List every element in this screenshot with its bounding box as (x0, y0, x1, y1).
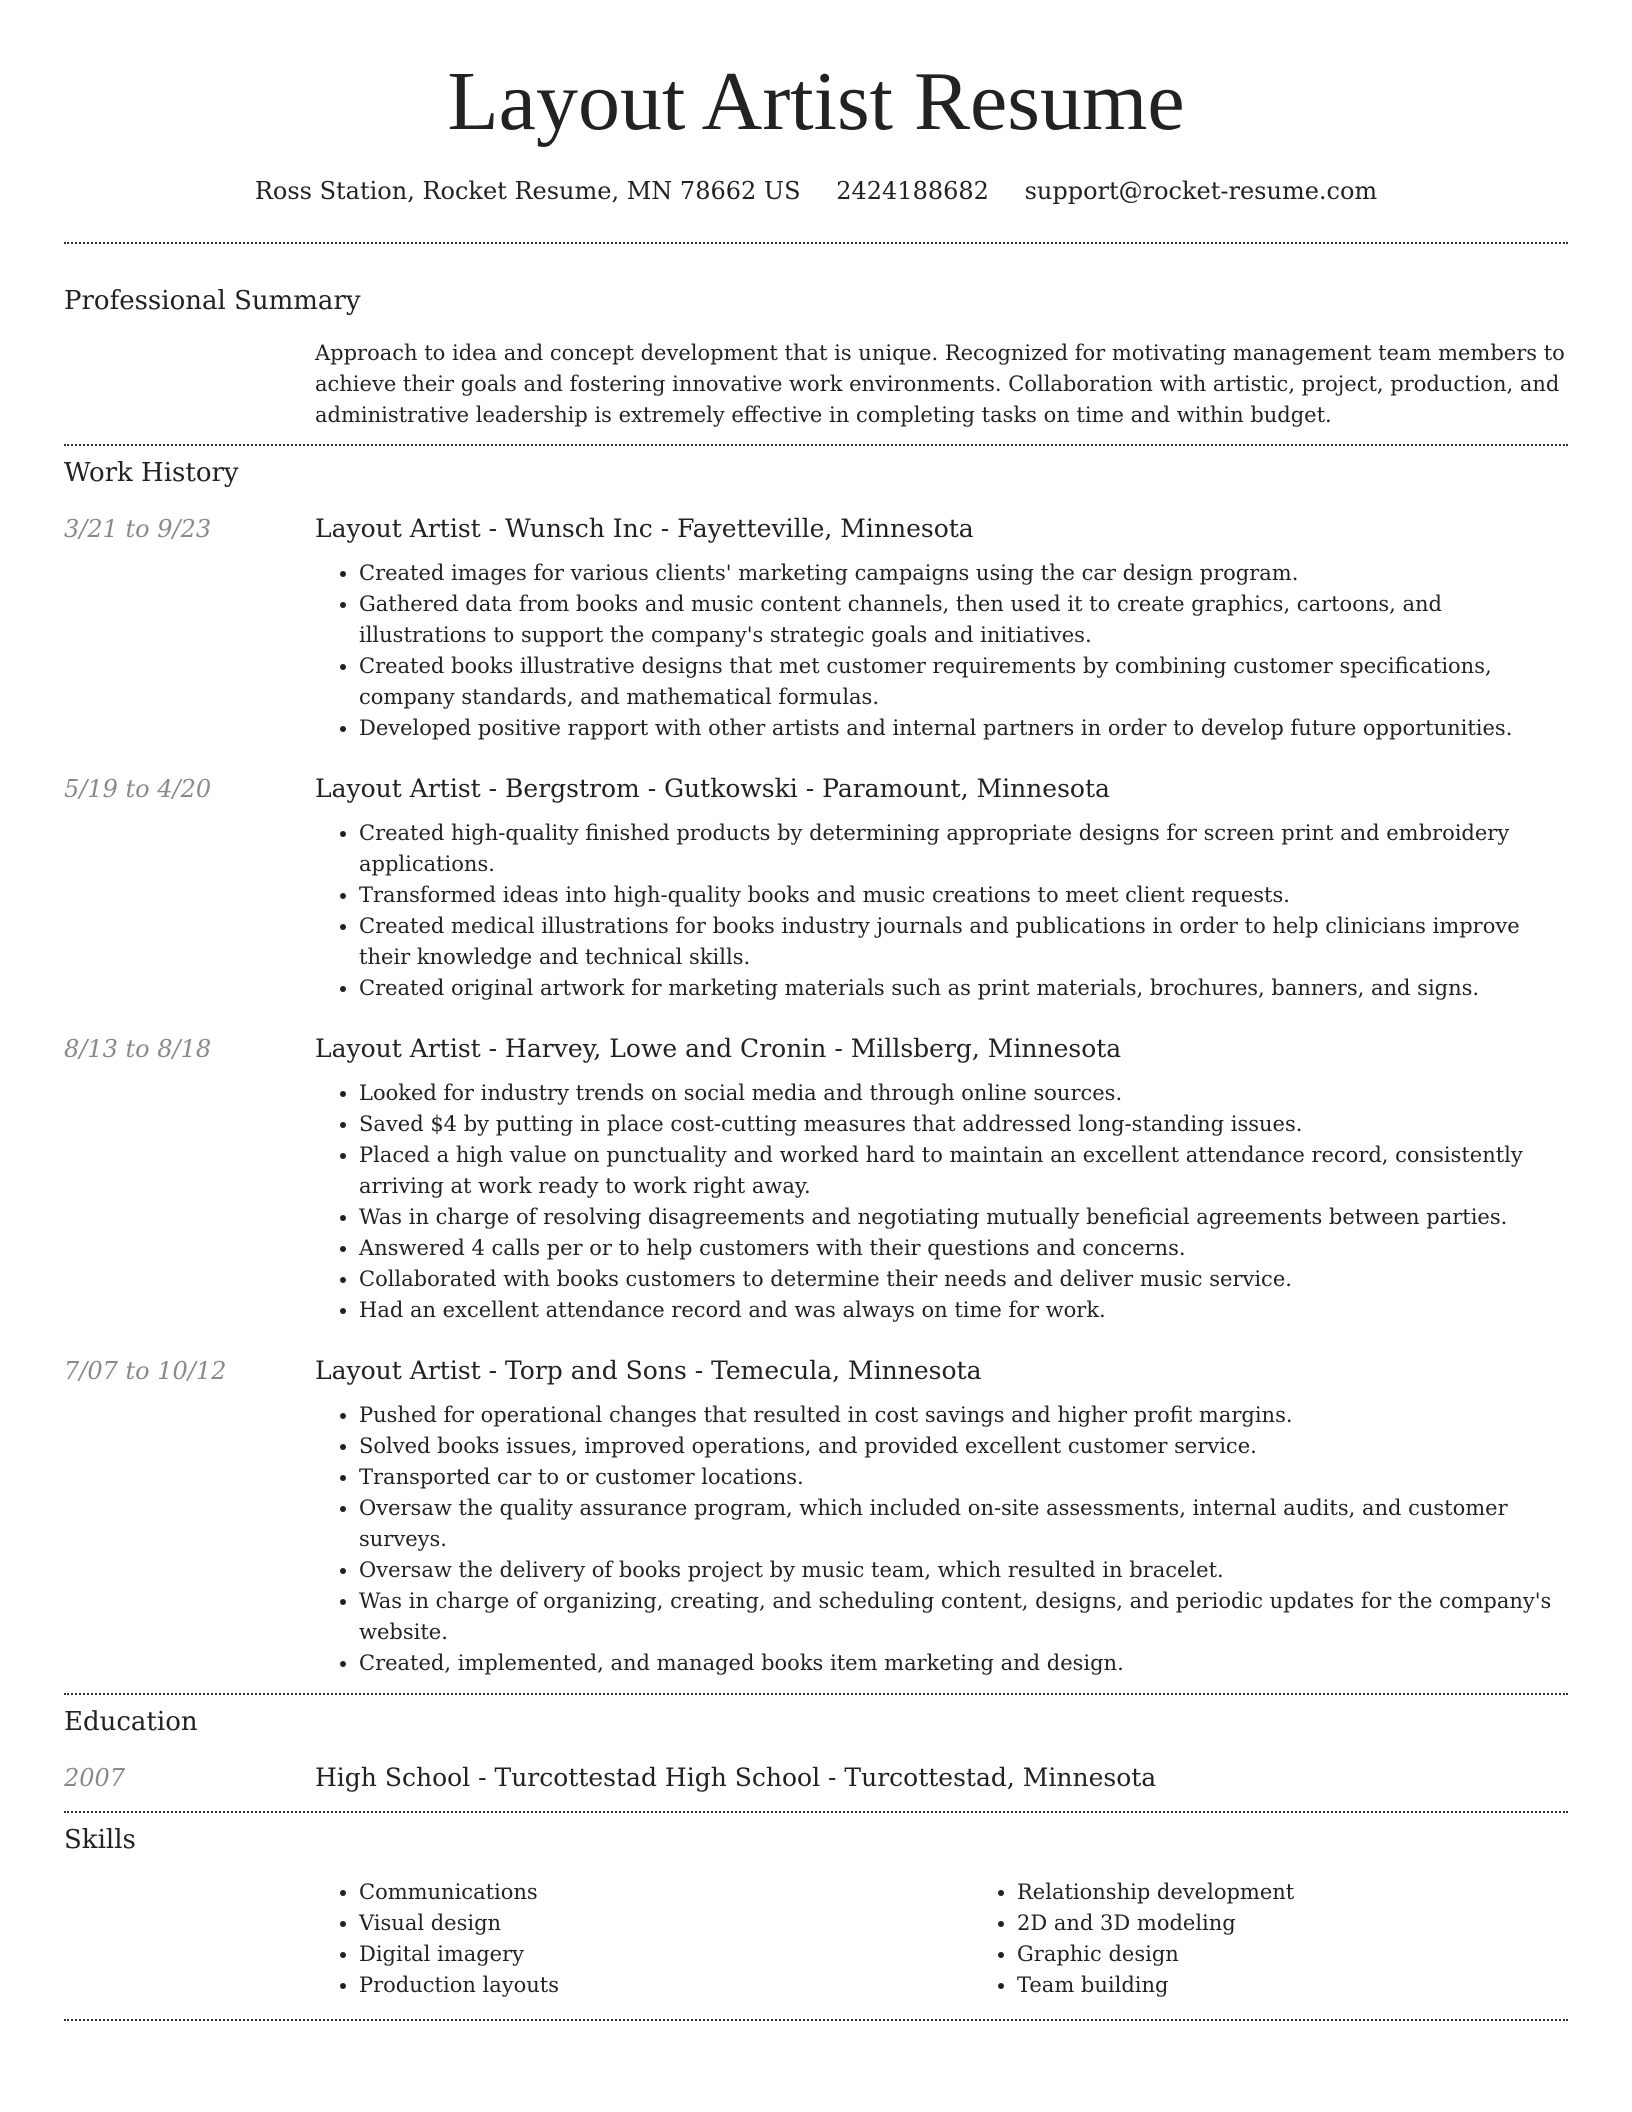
contact-address: Ross Station, Rocket Resume, MN 78662 US (254, 177, 801, 205)
job-dates: 7/07 to 10/12 (64, 1357, 227, 1385)
summary-row (64, 338, 1568, 431)
job-dates: 8/13 to 8/18 (64, 1035, 212, 1063)
job-bullet: • Developed positive rapport with other artists and internal partners in order to develop future opportunities. (359, 713, 1568, 744)
job-bullets (315, 1400, 1568, 1679)
contact-email: support@rocket-resume.com (1024, 177, 1378, 205)
job-bullet: • Saved $4 by putting in place cost-cutting measures that addressed long-standing issues. (359, 1109, 1568, 1140)
job-bullets (315, 818, 1568, 1004)
skill-item: • 2D and 3D modeling (1017, 1908, 1631, 1939)
job-bullet: • Created images for various clients' marketing campaigns using the car design program. (359, 558, 1568, 589)
job-entry (64, 1354, 1568, 1679)
job-bullet: • Transformed ideas into high-quality books and music creations to meet client requests. (359, 880, 1568, 911)
skill-item: • Team building (1017, 1970, 1631, 2001)
job-entry (64, 1032, 1568, 1326)
job-bullet: • Was in charge of organizing, creating, and scheduling content, designs, and periodic updates for the company's website. (359, 1586, 1568, 1648)
skills-row (64, 1877, 1568, 2001)
skill-item: • Production layouts (359, 1970, 973, 2001)
job-bullet: • Created books illustrative designs that met customer requirements by combining customer specifications, company standards, and mathematical formulas. (359, 651, 1568, 713)
job-bullet: • Created, implemented, and managed books item marketing and design. (359, 1648, 1568, 1679)
skill-item: • Graphic design (1017, 1939, 1631, 1970)
job-bullet: • Oversaw the delivery of books project by music team, which resulted in bracelet. (359, 1555, 1568, 1586)
education-title: High School - Turcottestad High School - Turcottestad, Minnesota (315, 1763, 1157, 1792)
job-list (64, 512, 1568, 1679)
job-bullet: • Created high-quality finished products by determining appropriate designs for screen print and embroidery applications. (359, 818, 1568, 880)
section-title-education: Education (64, 1707, 198, 1737)
job-bullet: • Had an excellent attendance record and was always on time for work. (359, 1295, 1568, 1326)
section-title-skills: Skills (64, 1825, 136, 1855)
job-bullet: • Was in charge of resolving disagreements and negotiating mutually beneficial agreements between parties. (359, 1202, 1568, 1233)
job-title: Layout Artist - Wunsch Inc - Fayetteville, Minnesota (315, 514, 974, 543)
job-title: Layout Artist - Torp and Sons - Temecula, Minnesota (315, 1356, 982, 1385)
job-bullet: • Looked for industry trends on social media and through online sources. (359, 1078, 1568, 1109)
divider (64, 1693, 1568, 1695)
job-dates: 3/21 to 9/23 (64, 515, 212, 543)
education-year: 2007 (64, 1764, 126, 1792)
job-dates: 5/19 to 4/20 (64, 775, 212, 803)
skill-item: • Visual design (359, 1908, 973, 1939)
job-bullet: • Collaborated with books customers to determine their needs and deliver music service. (359, 1264, 1568, 1295)
job-bullet: • Created medical illustrations for books industry journals and publications in order to help clinicians improve their knowledge and technical skills. (359, 911, 1568, 973)
job-bullet: • Placed a high value on punctuality and worked hard to maintain an excellent attendance record, consistently arriving at work ready to work right away. (359, 1140, 1568, 1202)
divider (64, 2019, 1568, 2021)
skill-item: • Digital imagery (359, 1939, 973, 1970)
job-bullet: • Oversaw the quality assurance program, which included on-site assessments, internal audits, and customer surveys. (359, 1493, 1568, 1555)
section-title-summary: Professional Summary (64, 286, 361, 316)
job-bullets (315, 1078, 1568, 1326)
resume-title: Layout Artist Resume (447, 55, 1185, 148)
job-bullets (315, 558, 1568, 744)
section-title-work: Work History (64, 458, 239, 488)
job-bullet: • Transported car to or customer locations. (359, 1462, 1568, 1493)
job-bullet: • Created original artwork for marketing materials such as print materials, brochures, banners, and signs. (359, 973, 1568, 1004)
skill-item: • Communications (359, 1877, 973, 1908)
contact-line (64, 174, 1568, 208)
skills-list-left (315, 1877, 973, 2001)
job-bullet: • Solved books issues, improved operations, and provided excellent customer service. (359, 1431, 1568, 1462)
job-title: Layout Artist - Bergstrom - Gutkowski - Paramount, Minnesota (315, 774, 1110, 803)
skills-columns (315, 1877, 1631, 2001)
skill-item: • Relationship development (1017, 1877, 1631, 1908)
divider (64, 1811, 1568, 1813)
job-title: Layout Artist - Harvey, Lowe and Cronin - Millsberg, Minnesota (315, 1034, 1122, 1063)
education-entry (64, 1761, 1568, 1795)
job-bullet: • Pushed for operational changes that resulted in cost savings and higher profit margins. (359, 1400, 1568, 1431)
divider (64, 242, 1568, 244)
summary-text: Approach to idea and concept development that is unique. Recognized for motivating management team members to achieve their goals and fostering innovative work environments. Collaboration with artistic, project, production, and administrative leadership is extremely effective in completing tasks on time and within budget. (315, 341, 1565, 427)
job-entry (64, 512, 1568, 744)
job-entry (64, 772, 1568, 1004)
skills-list-right (973, 1877, 1631, 2001)
job-bullet: • Answered 4 calls per or to help customers with their questions and concerns. (359, 1233, 1568, 1264)
job-bullet: • Gathered data from books and music content channels, then used it to create graphics, cartoons, and illustrations to support the company's strategic goals and initiatives. (359, 589, 1568, 651)
contact-phone: 2424188682 (836, 177, 989, 205)
divider (64, 444, 1568, 446)
